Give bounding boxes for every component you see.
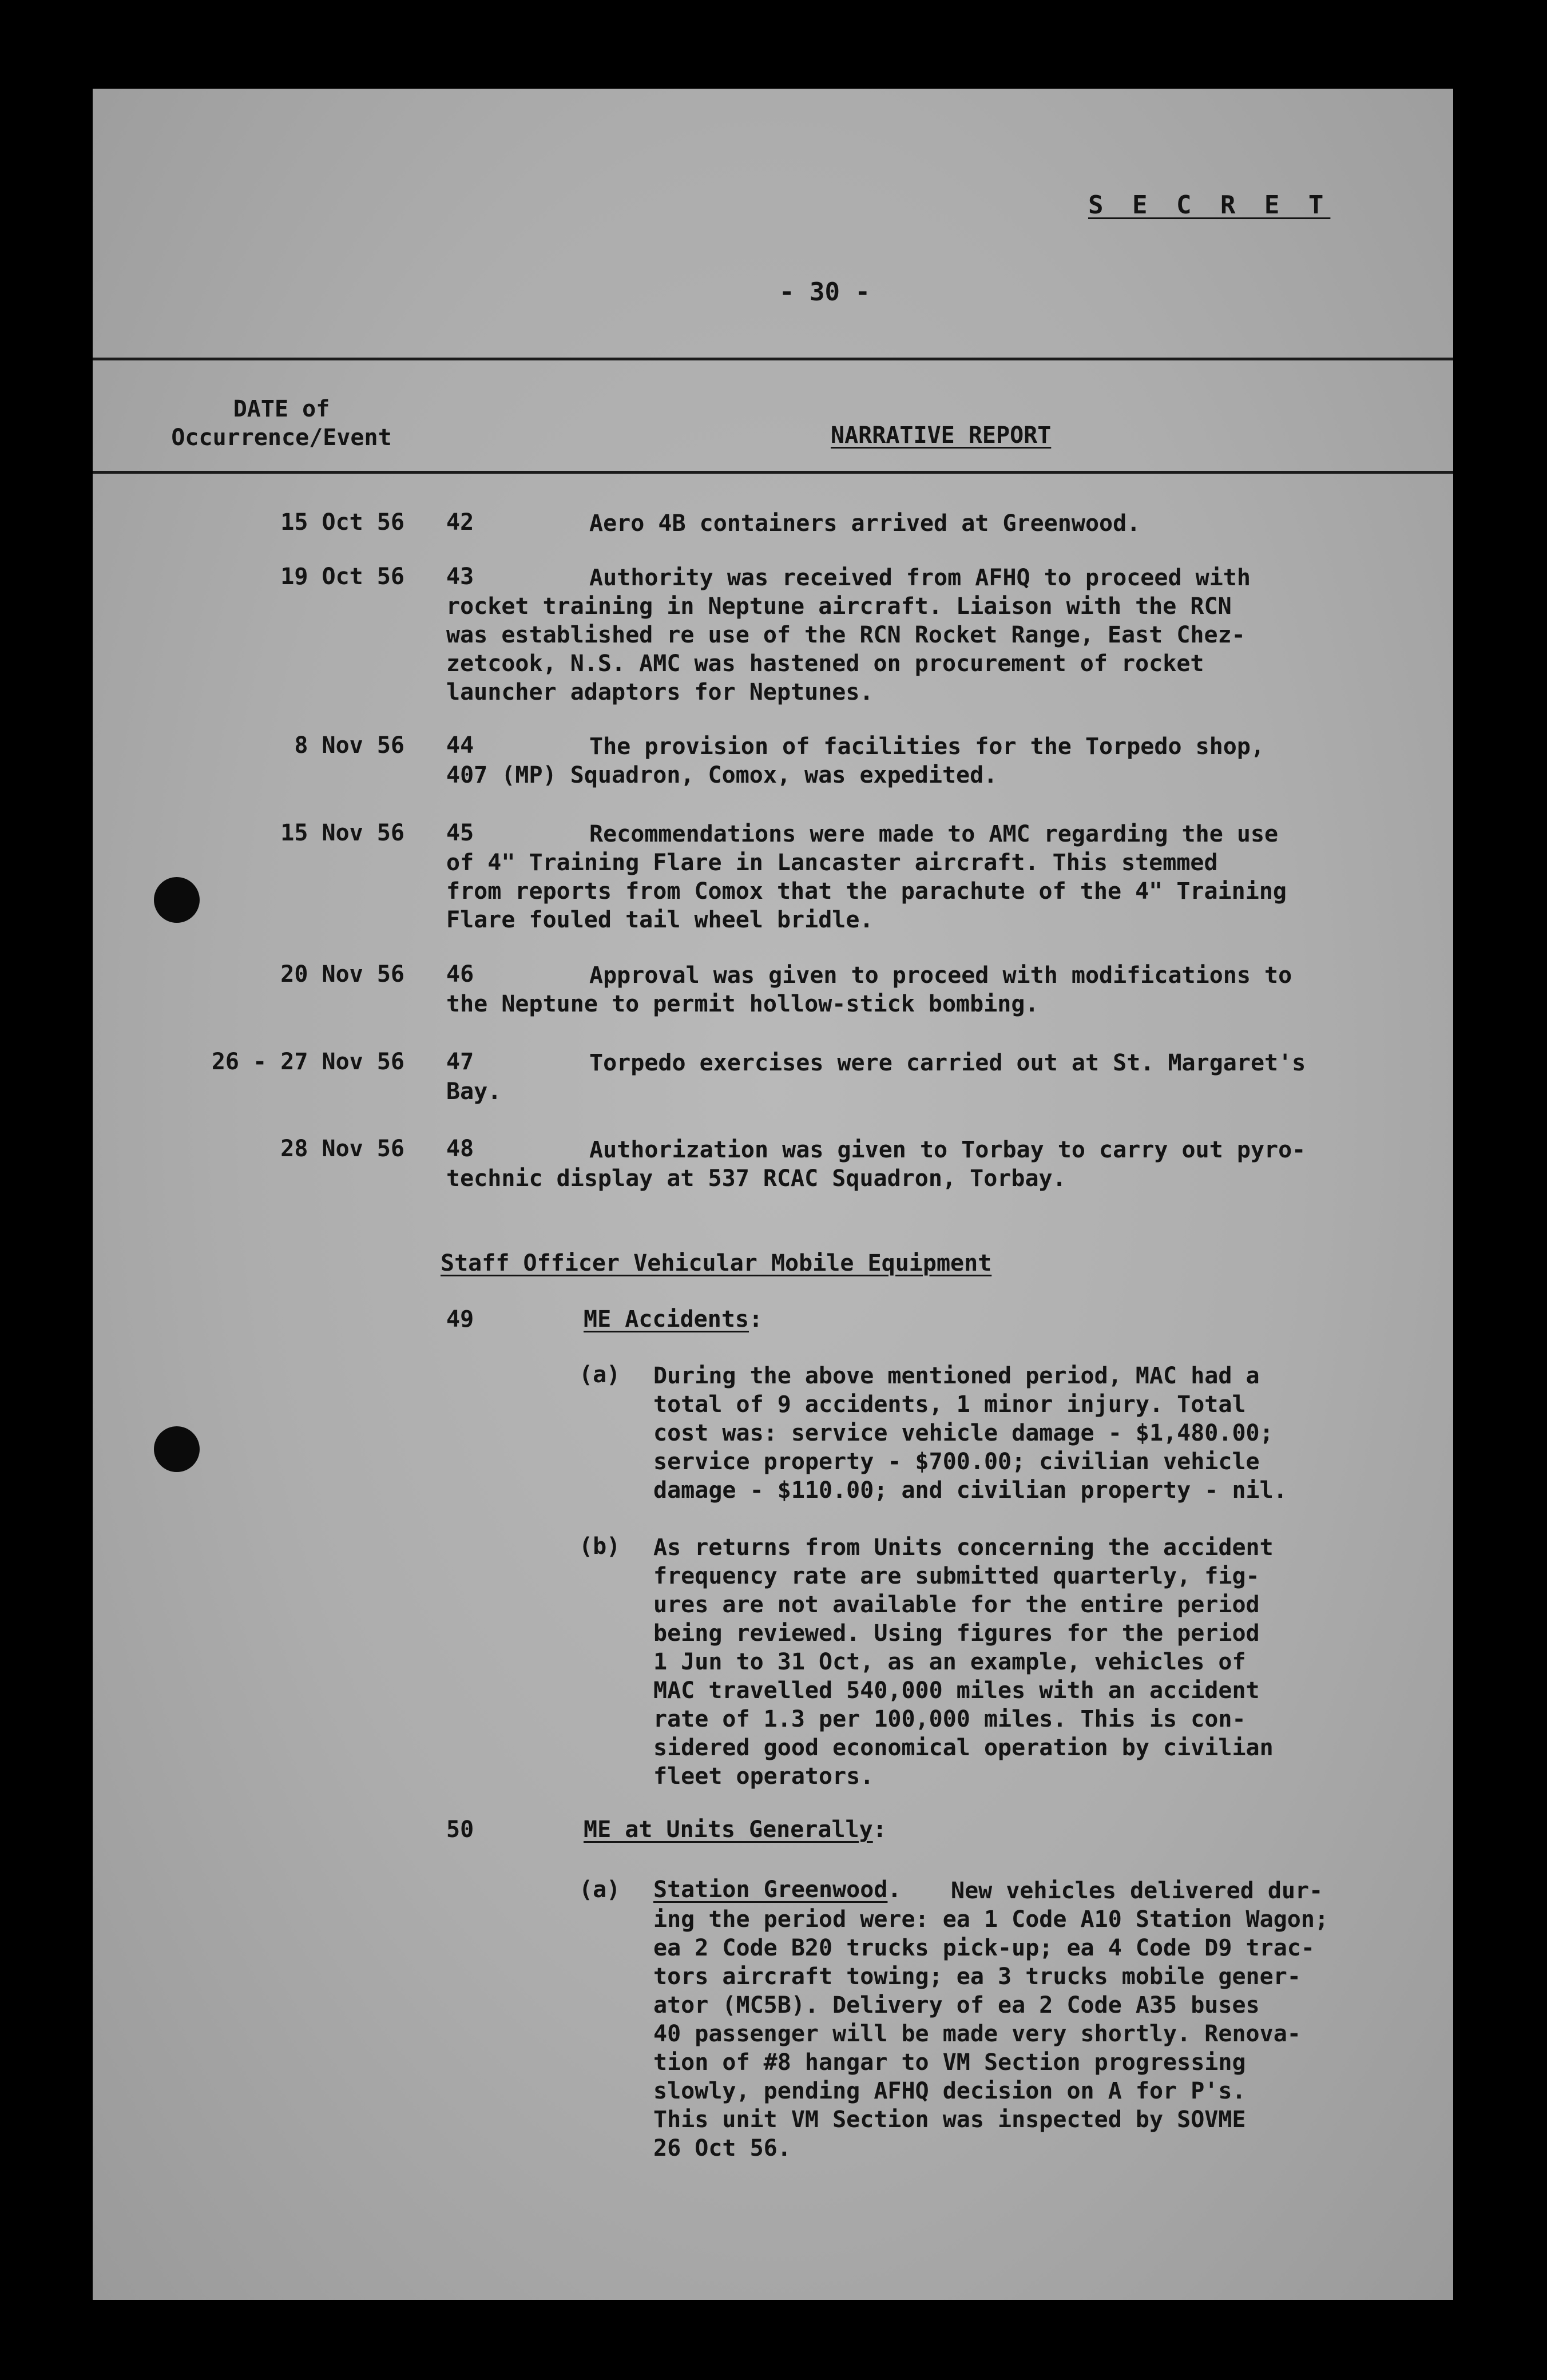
item-text: During the above mentioned period, MAC had a total of 9 accidents, 1 minor injury. Total cost was: service vehicle damage - $1,480.00; service property - $700.00; civilian vehicle damage - $110.00; and civilian property - nil. (653, 1363, 1287, 1504)
item-text: New vehicles delivered dur- ing the period were: ea 1 Code A10 Station Wagon; ea 2 Code B20 trucks pick-up; ea 4 Code D9 trac- tors aircraft towing; ea 3 trucks mobile gener- ator (MC5B). Delivery of ea 2 Code A35 buses 40 passenger will be made very shortly. Renova- tion of #8 hangar to VM Section progressing slowly, pending AFHQ decision on A for P's. This unit VM Section was inspected by SOVME 26 Oct 56. (653, 1878, 1329, 2161)
entry-text: The provision of facilities for the Torpedo shop, 407 (MP) Squadron, Comox, was expedited. (446, 733, 1265, 788)
entry-number: 47 (446, 1049, 474, 1075)
paragraph-heading: ME at Units Generally: (584, 1816, 887, 1843)
entry-text: Aero 4B containers arrived at Greenwood. (589, 510, 1141, 537)
entry-date: 19 Oct 56 (280, 564, 404, 590)
item-label: (a) (579, 1877, 621, 1903)
item-label: (a) (579, 1362, 621, 1388)
entry-date: 28 Nov 56 (280, 1136, 404, 1162)
binder-hole (154, 877, 200, 923)
entry-date: 26 - 27 Nov 56 (211, 1049, 404, 1075)
entry-date: 15 Oct 56 (280, 509, 404, 536)
column-header-date: DATE of Occurrence/Event (171, 396, 392, 451)
entry-number: 43 (446, 564, 474, 590)
header-top-rule (93, 358, 1453, 360)
paragraph-number: 50 (446, 1816, 474, 1843)
binder-hole (154, 1426, 200, 1472)
header-bottom-rule (93, 471, 1453, 474)
entry-number: 45 (446, 820, 474, 846)
entry-text: Recommendations were made to AMC regarding the use of 4" Training Flare in Lancaster aircraft. This stemmed from reports from Comox that the parachute of the 4" Training Flare fouled tail wheel bridle. (446, 821, 1287, 933)
classification-marking: S E C R E T (1088, 191, 1331, 220)
column-header-narrative: NARRATIVE REPORT (831, 422, 1052, 449)
item-title: Station Greenwood. (653, 1877, 902, 1903)
entry-date: 15 Nov 56 (280, 820, 404, 846)
entry-text: Authorization was given to Torbay to carry out pyro- technic display at 537 RCAC Squadron, Torbay. (446, 1137, 1306, 1192)
paragraph-number: 49 (446, 1306, 474, 1332)
item-label: (b) (579, 1533, 621, 1560)
entry-number: 48 (446, 1136, 474, 1162)
entry-number: 46 (446, 961, 474, 987)
entry-text: Torpedo exercises were carried out at St. Margaret's Bay. (446, 1050, 1306, 1105)
entry-number: 44 (446, 732, 474, 759)
paragraph-heading: ME Accidents: (584, 1306, 763, 1332)
entry-number: 42 (446, 509, 474, 536)
page-number: - 30 - (779, 277, 870, 307)
entry-text: Authority was received from AFHQ to proceed with rocket training in Neptune aircraft. Liaison with the RCN was established re use of the RCN Rocket Range, East Chez- zetcook, N.S. AMC was hastened on procurement of rocket launcher adaptors for Neptunes. (446, 565, 1251, 705)
item-text: As returns from Units concerning the accident frequency rate are submitted quarterly, fig- ures are not available for the entire period being reviewed. Using figures for the period 1 Jun to 31 Oct, as an example, vehicles of MAC travelled 540,000 miles with an accident rate of 1.3 per 100,000 miles. This is con- sidered good economical operation by civilian fleet operators. (653, 1534, 1274, 1790)
entry-text: Approval was given to proceed with modifications to the Neptune to permit hollow-stick bombing. (446, 962, 1292, 1017)
entry-date: 8 Nov 56 (294, 732, 404, 759)
entry-date: 20 Nov 56 (280, 961, 404, 987)
section-title: Staff Officer Vehicular Mobile Equipment (441, 1250, 992, 1276)
document-page (93, 89, 1453, 2300)
